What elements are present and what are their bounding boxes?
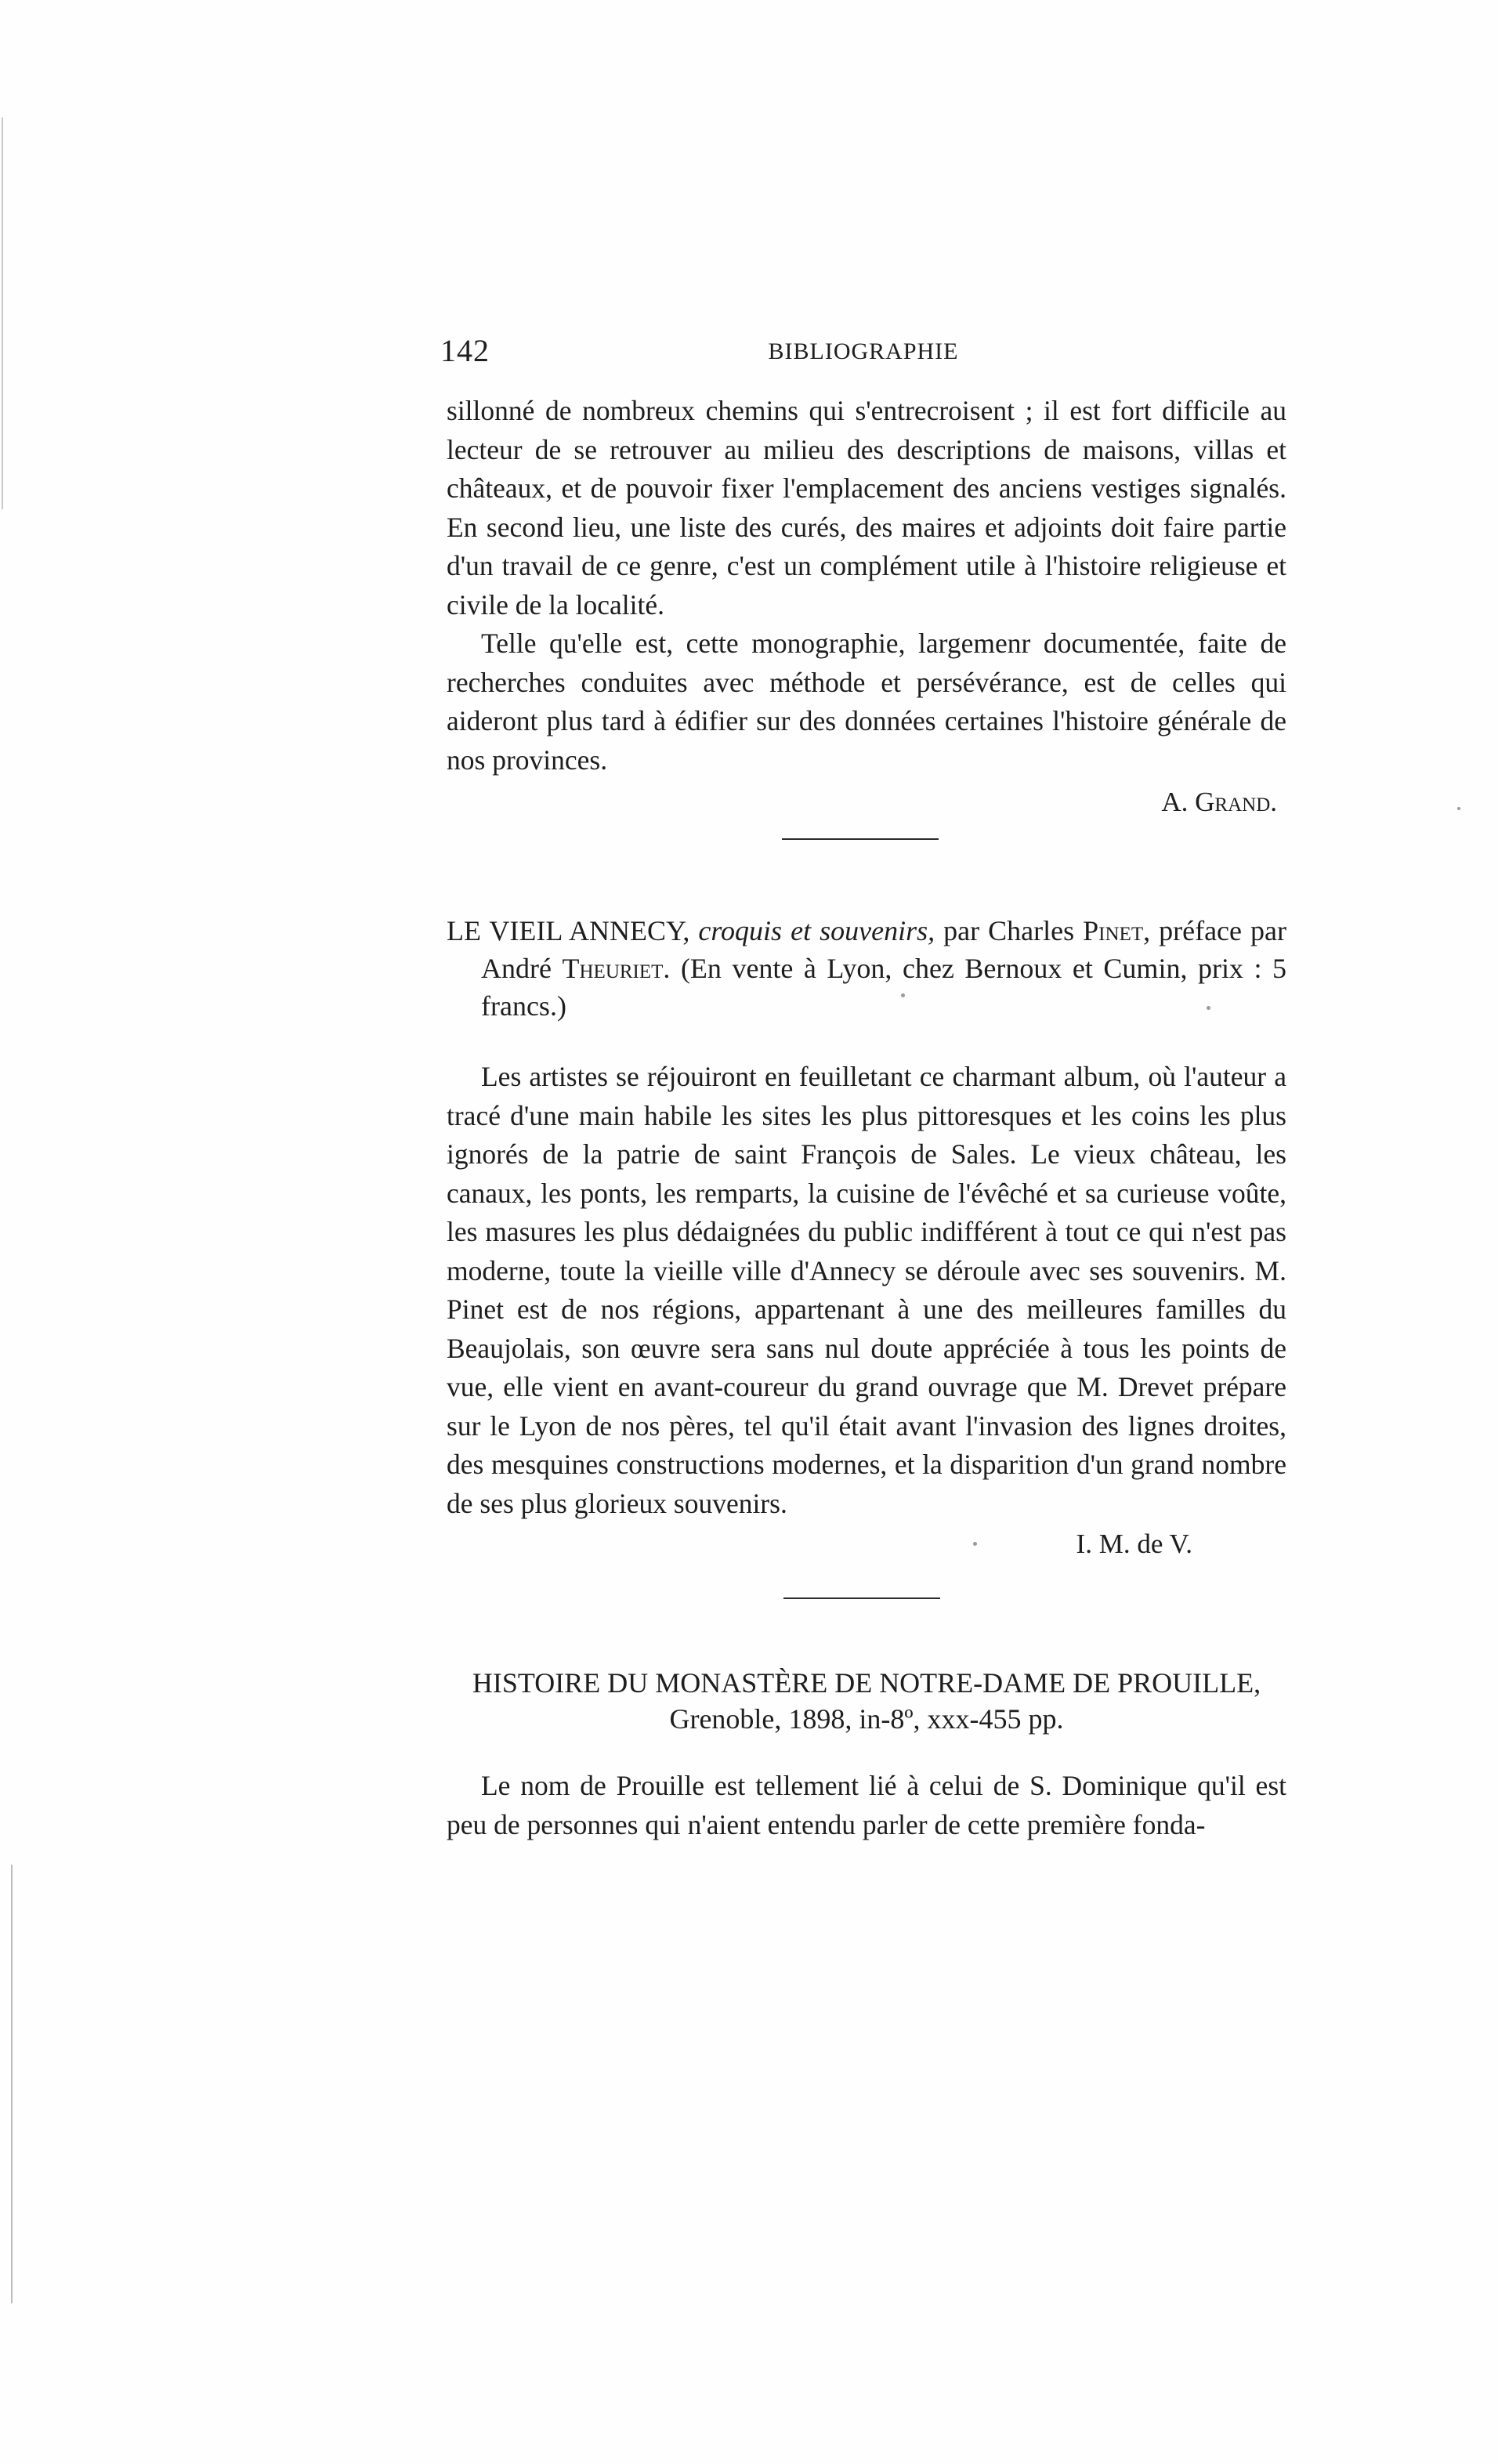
signature: A. Grand. xyxy=(1161,787,1277,817)
review-heading: LE VIEIL ANNECY, croquis et souvenirs, par Charles Pinet, préface par André Theuriet. (En vente à Lyon, chez Bernoux et Cumin, prix : 5 francs.) xyxy=(447,915,1287,1022)
scan-speck xyxy=(1457,807,1460,810)
section-divider xyxy=(782,838,939,840)
page-body xyxy=(447,392,1286,1844)
running-title: BIBLIOGRAPHIE xyxy=(768,338,959,364)
review-heading: HISTOIRE DU MONASTÈRE DE NOTRE-DAME DE PROUILLE, xyxy=(472,1667,1261,1699)
review-heading-subline: Grenoble, 1898, in-8º, xxx-455 pp. xyxy=(669,1703,1064,1735)
page-header xyxy=(440,329,1286,376)
signature: I. M. de V. xyxy=(1076,1529,1192,1559)
review-section-2 xyxy=(447,912,1286,1563)
paragraph: Les artistes se réjouiront en feuilletant ce charmant album, où l'auteur a tracé d'une main habile les sites les plus pittoresques et les coins les plus ignorés de la patrie de saint François de Sales. Le vieux château, les canaux, les ponts, les remparts, la cuisine de l'évêché et sa curieuse voûte, les masures les plus dédaignées du public indifférent à tout ce qui n'est pas moderne, toute la vieille ville d'Annecy se déroule avec ses souvenirs. M. Pinet est de nos régions, appartenant à une des meilleures familles du Beaujolais, son œuvre sera sans nul doute appréciée à tous les points de vue, elle vient en avant-coureur du grand ouvrage que M. Drevet prépare sur le Lyon de nos pères, tel qu'il était avant l'invasion des lignes droites, des mesquines constructions modernes, et la disparition d'un grand nombre de ses plus glorieux souvenirs. xyxy=(447,1061,1286,1519)
scan-margin-line xyxy=(11,1865,13,2303)
preface-author-name: Theuriet xyxy=(562,953,664,984)
review-section-3 xyxy=(447,1665,1286,1844)
scan-margin-line xyxy=(2,118,3,509)
paragraph: sillonné de nombreux chemins qui s'entrecroisent ; il est fort difficile au lecteur de se retrouver au milieu des descriptions de maisons, villas et châteaux, et de pouvoir fixer l'emplacement des anciens vestiges signalés. En second lieu, une liste des curés, des maires et adjoints doit faire partie d'un travail de ce genre, c'est un complément utile à l'histoire religieuse et civile de la localité. xyxy=(447,395,1286,621)
review-section-1 xyxy=(447,392,1286,821)
section-divider xyxy=(783,1597,940,1599)
paragraph: Telle qu'elle est, cette monographie, largemenr documentée, faite de recherches conduites avec méthode et persévérance, est de celles qui aideront plus tard à édifier sur des données certaines l'histoire générale de nos provinces. xyxy=(447,628,1286,776)
page-number: 142 xyxy=(440,333,490,368)
author-name: Pinet xyxy=(1083,915,1144,946)
paragraph: Le nom de Prouille est tellement lié à celui de S. Dominique qu'il est peu de personnes qui n'aient entendu parler de cette première fonda- xyxy=(447,1770,1286,1840)
